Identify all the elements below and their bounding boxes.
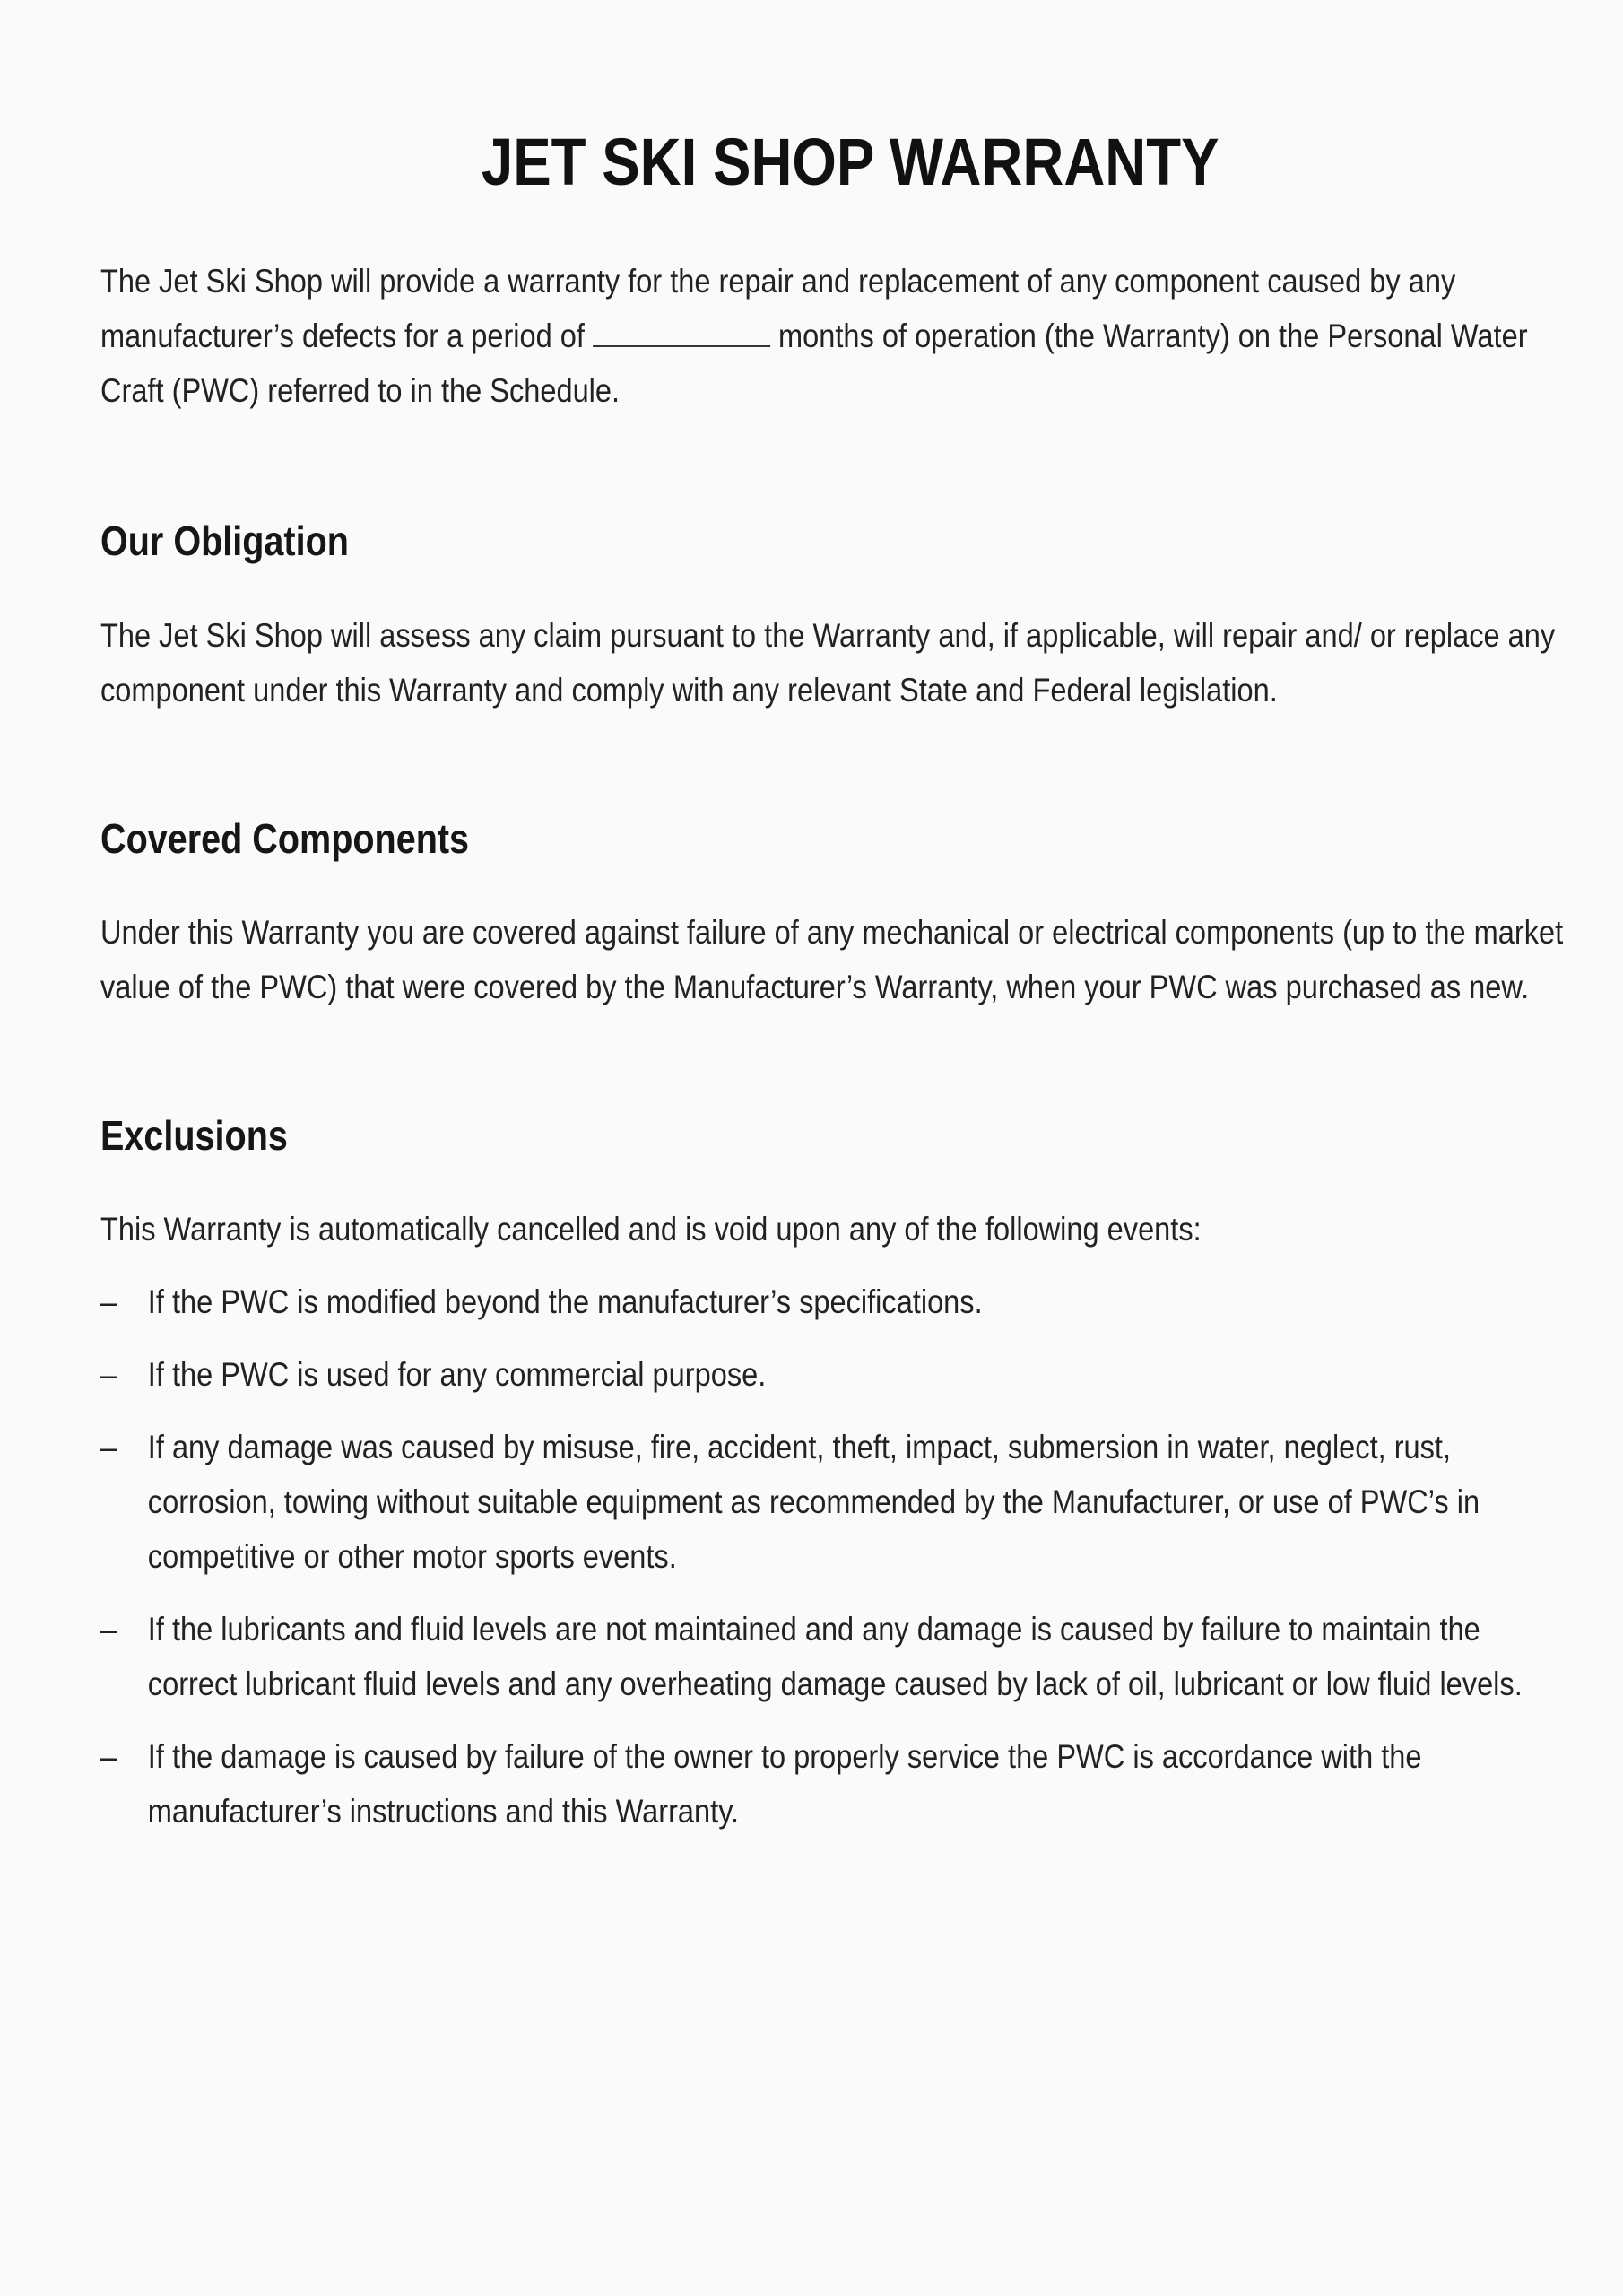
- dash-bullet: –: [100, 1610, 117, 1648]
- exclusions-heading: Exclusions: [100, 1111, 288, 1159]
- covered-components-paragraph: Under this Warranty you are covered against failure of any mechanical or electrical components (up to the market value of the PWC) that were covered by the Manufacturer’s Warranty, when your PWC was purchased as new.: [100, 913, 1564, 1005]
- page-title: JET SKI SHOP WARRANTY: [481, 125, 1219, 199]
- list-item-text: If the PWC is used for any commercial purpose.: [147, 1355, 767, 1393]
- list-item: [100, 1274, 1568, 1329]
- exclusions-intro: This Warranty is automatically cancelled and is void upon any of the following events:: [100, 1210, 1202, 1248]
- list-item-text: If any damage was caused by misuse, fire, accident, theft, impact, submersion in water, neglect, rust, corrosion, towing without suitable equipment as recommended by the Manufacturer, or use of PWC’s in competitive or other motor sports events.: [147, 1428, 1480, 1575]
- intro-text-start: The Jet Ski Shop will provide a warranty for the repair and replacement of any component caused by any manufacturer’s defects for a period of: [100, 263, 1456, 355]
- obligation-paragraph: The Jet Ski Shop will assess any claim pursuant to the Warranty and, if applicable, will repair and/ or replace any component under this Warranty and comply with any relevant State and Federal legislation.: [100, 616, 1556, 709]
- months-blank-field[interactable]: [593, 318, 770, 347]
- dash-bullet: –: [100, 1428, 117, 1465]
- dash-bullet: –: [100, 1737, 117, 1775]
- dash-bullet: –: [100, 1355, 117, 1393]
- obligation-heading: Our Obligation: [100, 517, 349, 565]
- intro-text-end: months of operation (the Warranty) on the Personal Water Craft (PWC) referred to in the Schedule.: [100, 317, 1528, 410]
- list-item: [100, 1729, 1568, 1839]
- list-item-text: If the damage is caused by failure of the owner to properly service the PWC is accordance with the manufacturer’s instructions and this Warranty.: [147, 1737, 1422, 1830]
- list-item: [100, 1602, 1568, 1711]
- exclusions-list: [100, 1274, 1568, 1839]
- intro-paragraph: [100, 254, 1568, 418]
- dash-bullet: –: [100, 1283, 117, 1320]
- list-item-text: If the lubricants and fluid levels are not maintained and any damage is caused by failure to maintain the correct lubricant fluid levels and any overheating damage caused by lack of oil, lubricant or low fluid levels.: [147, 1610, 1523, 1702]
- list-item: [100, 1420, 1568, 1584]
- list-item: [100, 1347, 1568, 1402]
- list-item-text: If the PWC is modified beyond the manufacturer’s specifications.: [147, 1283, 983, 1320]
- covered-components-heading: Covered Components: [100, 814, 470, 862]
